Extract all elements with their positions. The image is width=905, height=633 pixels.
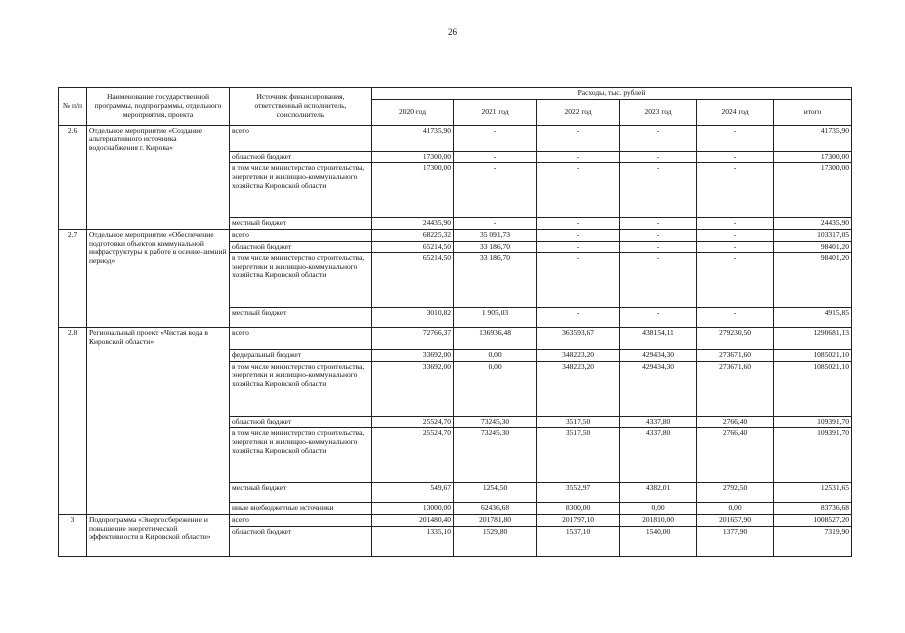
year-value: 3552,97 (537, 483, 620, 503)
funding-source: всего (230, 328, 372, 350)
year-value: 2766,40 (697, 428, 774, 483)
table-row (59, 229, 852, 241)
year-value: - (537, 151, 620, 163)
table-row (59, 515, 852, 527)
page-number: 26 (448, 27, 457, 37)
year-value: 35 091,73 (454, 229, 537, 241)
total-value: 4915,85 (774, 308, 852, 328)
year-value: - (537, 308, 620, 328)
funding-source: областной бюджет (230, 151, 372, 163)
year-value: 8300,00 (537, 503, 620, 515)
year-value: 348223,20 (537, 350, 620, 362)
header-year: 2022 год (537, 99, 620, 125)
year-value: 1377,90 (697, 526, 774, 556)
year-value: - (697, 241, 774, 253)
funding-source: в том числе министерство строительства, энергетики и жилищно-коммунального хозяйства Кировской области (230, 163, 372, 218)
year-value: 68225,32 (372, 229, 454, 241)
year-value: - (537, 218, 620, 230)
year-value: 4337,80 (620, 416, 697, 428)
year-value: - (697, 125, 774, 151)
year-value: - (620, 218, 697, 230)
funding-source: местный бюджет (230, 308, 372, 328)
year-value: 3010,82 (372, 308, 454, 328)
total-value: 83736,68 (774, 503, 852, 515)
year-value: 17300,00 (372, 163, 454, 218)
year-value: 62436,68 (454, 503, 537, 515)
total-value: 103317,05 (774, 229, 852, 241)
funding-source: в том числе министерство строительства, энергетики и жилищно-коммунального хозяйства Кировской области (230, 361, 372, 416)
table-row (59, 125, 852, 151)
year-value: 1 905,03 (454, 308, 537, 328)
year-value: 3517,50 (537, 416, 620, 428)
year-value: 136936,48 (454, 328, 537, 350)
year-value: - (537, 163, 620, 218)
year-value: - (620, 308, 697, 328)
header-year: 2021 год (454, 99, 537, 125)
header-source: Источник финансирования, ответственный исполнитель, соисполнитель (230, 88, 372, 126)
year-value: - (620, 253, 697, 308)
year-value: 72766,37 (372, 328, 454, 350)
program-name: Региональный проект «Чистая вода в Кировской области» (87, 328, 230, 515)
year-value: - (537, 125, 620, 151)
total-value: 98401,20 (774, 241, 852, 253)
row-number: 2.7 (59, 229, 87, 327)
funding-source: областной бюджет (230, 241, 372, 253)
total-value: 17300,00 (774, 163, 852, 218)
year-value: 1540,00 (620, 526, 697, 556)
header-num: № п/п (59, 88, 87, 126)
year-value: 33692,00 (372, 350, 454, 362)
funding-source: местный бюджет (230, 218, 372, 230)
year-value: 24435,90 (372, 218, 454, 230)
total-value: 1290681,13 (774, 328, 852, 350)
year-value: - (537, 253, 620, 308)
year-value: - (697, 218, 774, 230)
total-value: 7319,90 (774, 526, 852, 556)
year-value: 4382,01 (620, 483, 697, 503)
year-value: 17300,00 (372, 151, 454, 163)
program-name: Отдельное мероприятие «Создание альтернативного источника водоснабжения г. Кирова» (87, 125, 230, 229)
year-value: 25524,70 (372, 428, 454, 483)
program-name: Подпрограмма «Энергосбережение и повышение энергетической эффективности в Кировской области» (87, 515, 230, 557)
total-value: 1008527,20 (774, 515, 852, 527)
year-value: 33 186,70 (454, 241, 537, 253)
year-value: - (697, 163, 774, 218)
year-value: 2766,40 (697, 416, 774, 428)
header-year: 2020 год (372, 99, 454, 125)
year-value: - (620, 151, 697, 163)
funding-source: всего (230, 229, 372, 241)
year-value: 65214,50 (372, 253, 454, 308)
funding-source: областной бюджет (230, 526, 372, 556)
table-row (59, 328, 852, 350)
funding-source: иные внебюджетные источники (230, 503, 372, 515)
year-value: 0,00 (620, 503, 697, 515)
table-body (59, 125, 852, 556)
year-value: 1537,10 (537, 526, 620, 556)
year-value: 33 186,70 (454, 253, 537, 308)
year-value: - (620, 163, 697, 218)
year-value: 1335,10 (372, 526, 454, 556)
row-number: 3 (59, 515, 87, 557)
header-expenses: Расходы, тыс. рублей (372, 88, 852, 100)
year-value: 429434,30 (620, 361, 697, 416)
year-value: 363593,67 (537, 328, 620, 350)
funding-source: федеральный бюджет (230, 350, 372, 362)
year-value: 4337,80 (620, 428, 697, 483)
year-value: 201810,00 (620, 515, 697, 527)
year-value: 13000,00 (372, 503, 454, 515)
year-value: - (620, 125, 697, 151)
year-value: 73245,30 (454, 416, 537, 428)
year-value: - (697, 308, 774, 328)
total-value: 12531,65 (774, 483, 852, 503)
total-value: 98401,20 (774, 253, 852, 308)
funding-source: всего (230, 515, 372, 527)
year-value: 429434,30 (620, 350, 697, 362)
year-value: - (537, 241, 620, 253)
total-value: 24435,90 (774, 218, 852, 230)
funding-source: в том числе министерство строительства, энергетики и жилищно-коммунального хозяйства Кировской области (230, 253, 372, 308)
year-value: - (697, 229, 774, 241)
total-value: 1085021,10 (774, 361, 852, 416)
year-value: 2792,50 (697, 483, 774, 503)
year-value: 279230,50 (697, 328, 774, 350)
header-name: Наименование государственной программы, подпрограммы, отдельного мероприятия, проекта (87, 88, 230, 126)
year-value: 25524,70 (372, 416, 454, 428)
total-value: 17300,00 (774, 151, 852, 163)
funding-source: всего (230, 125, 372, 151)
expenses-table (58, 87, 852, 557)
header-total: итого (774, 99, 852, 125)
total-value: 1085021,10 (774, 350, 852, 362)
total-value: 109391,70 (774, 416, 852, 428)
year-value: 0,00 (454, 350, 537, 362)
total-value: 41735,90 (774, 125, 852, 151)
funding-source: местный бюджет (230, 483, 372, 503)
year-value: 33692,00 (372, 361, 454, 416)
year-value: 348223,20 (537, 361, 620, 416)
year-value: - (620, 241, 697, 253)
year-value: 438154,11 (620, 328, 697, 350)
year-value: 65214,50 (372, 241, 454, 253)
total-value: 109391,70 (774, 428, 852, 483)
year-value: 0,00 (454, 361, 537, 416)
header-year: 2024 год (697, 99, 774, 125)
year-value: - (697, 253, 774, 308)
funding-source: областной бюджет (230, 416, 372, 428)
year-value: 549,67 (372, 483, 454, 503)
year-value: 201657,90 (697, 515, 774, 527)
year-value: 273671,60 (697, 361, 774, 416)
year-value: 73245,30 (454, 428, 537, 483)
year-value: 1254,50 (454, 483, 537, 503)
year-value: 3517,50 (537, 428, 620, 483)
year-value: - (537, 229, 620, 241)
program-name: Отдельное мероприятие «Обеспечение подготовки объектов коммунальной инфраструктуры к работе в осенне-зимний период» (87, 229, 230, 327)
year-value: 41735,90 (372, 125, 454, 151)
year-value: - (454, 218, 537, 230)
row-number: 2.6 (59, 125, 87, 229)
funding-source: в том числе министерство строительства, энергетики и жилищно-коммунального хозяйства Кировской области (230, 428, 372, 483)
year-value: - (620, 229, 697, 241)
year-value: 201781,80 (454, 515, 537, 527)
row-number: 2.8 (59, 328, 87, 515)
year-value: - (454, 125, 537, 151)
year-value: - (697, 151, 774, 163)
year-value: 201797,10 (537, 515, 620, 527)
year-value: 201480,40 (372, 515, 454, 527)
year-value: 1529,80 (454, 526, 537, 556)
year-value: - (454, 163, 537, 218)
year-value: 273671,60 (697, 350, 774, 362)
header-year: 2023 год (620, 99, 697, 125)
year-value: 0,00 (697, 503, 774, 515)
year-value: - (454, 151, 537, 163)
